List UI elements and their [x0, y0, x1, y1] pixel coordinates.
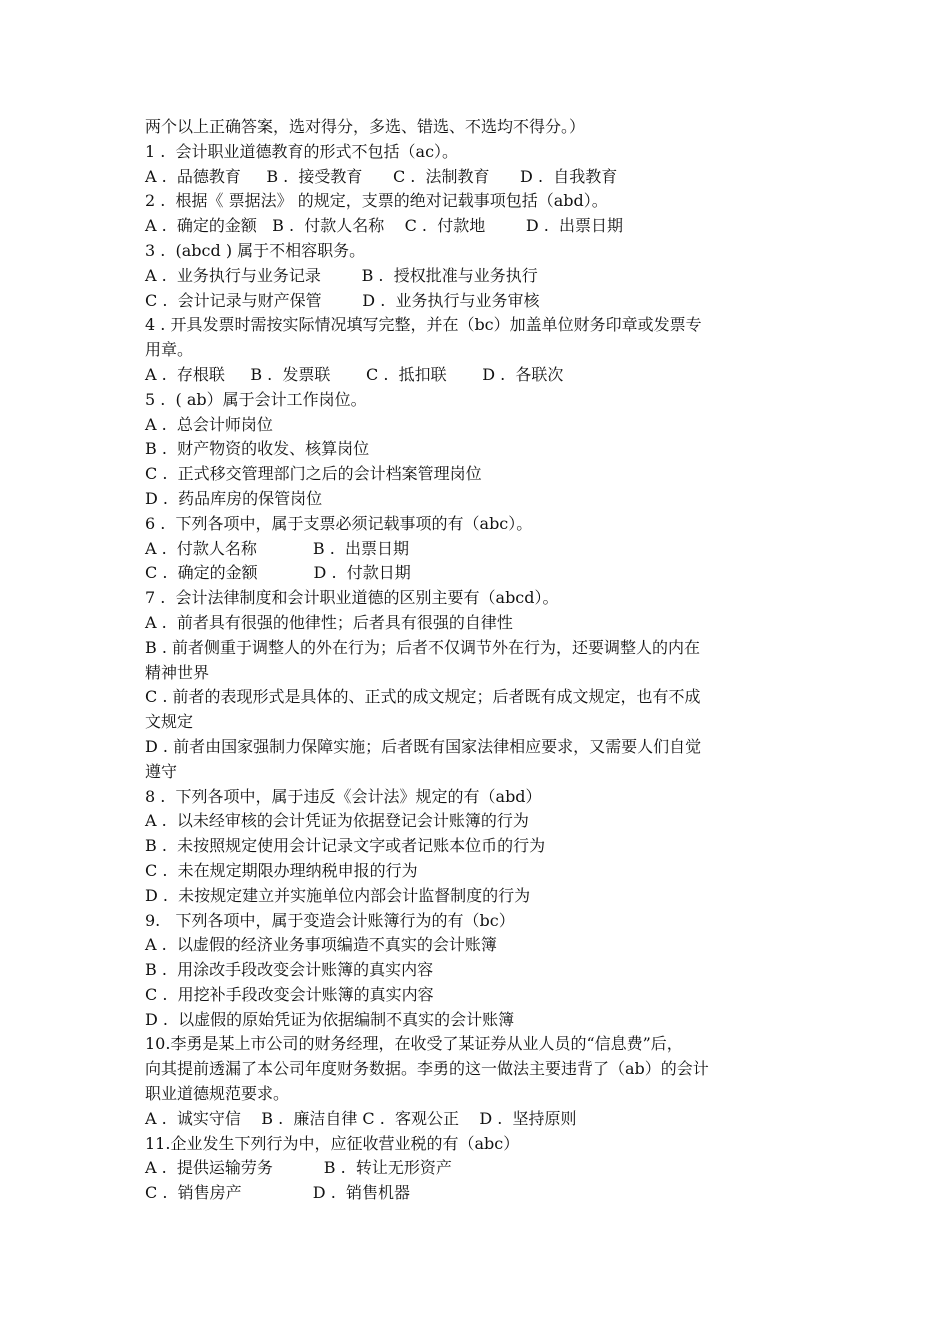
text-line: C . 会计记录与财产保管 D . 业务执行与业务审核	[145, 290, 540, 310]
text-line: 7 . 会计法律制度和会计职业道德的区别主要有（abcd）。	[145, 588, 559, 608]
text-line: 用章。	[145, 340, 194, 360]
text-line: 向其提前透漏了本公司年度财务数据。李勇的这一做法主要违背了（ab）的会计	[145, 1059, 709, 1079]
text-line: A . 业务执行与业务记录 B . 授权批准与业务执行	[145, 265, 538, 285]
text-line: A . 付款人名称 B . 出票日期	[145, 538, 409, 558]
text-line: A . 以未经审核的会计凭证为依据登记会计账簿的行为	[145, 811, 529, 831]
text-line: 两个以上正确答案，选对得分，多选、错选、不选均不得分。）	[145, 117, 586, 136]
text-line: 1 . 会计职业道德教育的形式不包括（ac）。	[145, 141, 459, 161]
text-line: C . 用挖补手段改变会计账簿的真实内容	[145, 984, 434, 1004]
text-line: A . 诚实守信 B . 廉洁自律 C . 客观公正 D . 坚持原则	[145, 1108, 577, 1128]
text-line: C . 销售房产 D . 销售机器	[145, 1183, 410, 1203]
text-line: 5 . ( ab）属于会计工作岗位。	[145, 389, 367, 409]
text-line: C . 正式移交管理部门之后的会计档案管理岗位	[145, 464, 482, 484]
text-line: 文规定	[145, 712, 194, 732]
text-line: 遵守	[145, 761, 178, 781]
text-line: 9. 下列各项中，属于变造会计账簿行为的有（bc）	[145, 910, 515, 930]
text-line: D . 未按规定建立并实施单位内部会计监督制度的行为	[145, 885, 531, 905]
text-line: A . 存根联 B . 发票联 C . 抵扣联 D . 各联次	[145, 364, 564, 384]
text-line: A . 品德教育 B . 接受教育 C . 法制教育 D . 自我教育	[145, 166, 618, 186]
text-line: 2 . 根据《 票据法》 的规定，支票的绝对记载事项包括（abd）。	[145, 191, 608, 211]
text-line: 职业道德规范要求。	[145, 1084, 290, 1104]
text-line: A . 以虚假的经济业务事项编造不真实的会计账簿	[145, 935, 497, 955]
text-line: B . 前者侧重于调整人的外在行为；后者不仅调节外在行为，还要调整人的内在	[145, 637, 701, 657]
text-line: 8 . 下列各项中，属于违反《会计法》规定的有（abd）	[145, 786, 542, 806]
text-line: C . 未在规定期限办理纳税申报的行为	[145, 860, 418, 880]
text-line: D . 前者由国家强制力保障实施；后者既有国家法律相应要求，又需要人们自觉	[145, 736, 702, 756]
text-line: 3 . (abcd ) 属于不相容职务。	[145, 240, 366, 260]
text-line: A . 前者具有很强的他律性；后者具有很强的自律性	[145, 612, 513, 632]
text-line: B . 用涂改手段改变会计账簿的真实内容	[145, 960, 434, 980]
text-line: A . 总会计师岗位	[145, 414, 273, 434]
text-line: A . 提供运输劳务 B . 转让无形资产	[145, 1158, 452, 1178]
text-line: B . 财产物资的收发、核算岗位	[145, 439, 370, 459]
text-line: D . 药品库房的保管岗位	[145, 488, 323, 508]
text-line: C . 前者的表现形式是具体的、正式的成文规定；后者既有成文规定，也有不成	[145, 687, 701, 707]
text-line: 10.李勇是某上市公司的财务经理，在收受了某证券从业人员的“信息费”后，	[145, 1034, 683, 1054]
text-line: A . 确定的金额 B . 付款人名称 C . 付款地 D . 出票日期	[145, 216, 624, 236]
text-line: D . 以虚假的原始凭证为依据编制不真实的会计账簿	[145, 1009, 515, 1029]
text-line: B . 未按照规定使用会计记录文字或者记账本位币的行为	[145, 836, 546, 856]
text-line: 6 . 下列各项中，属于支票必须记载事项的有（abc）。	[145, 513, 533, 533]
text-line: 4 . 开具发票时需按实际情况填写完整，并在（bc）加盖单位财务印章或发票专	[145, 315, 702, 335]
document-body	[145, 115, 815, 1206]
text-line: C . 确定的金额 D . 付款日期	[145, 563, 411, 583]
text-line: 11.企业发生下列行为中，应征收营业税的有（abc）	[145, 1133, 520, 1153]
text-line: 精神世界	[145, 662, 210, 682]
